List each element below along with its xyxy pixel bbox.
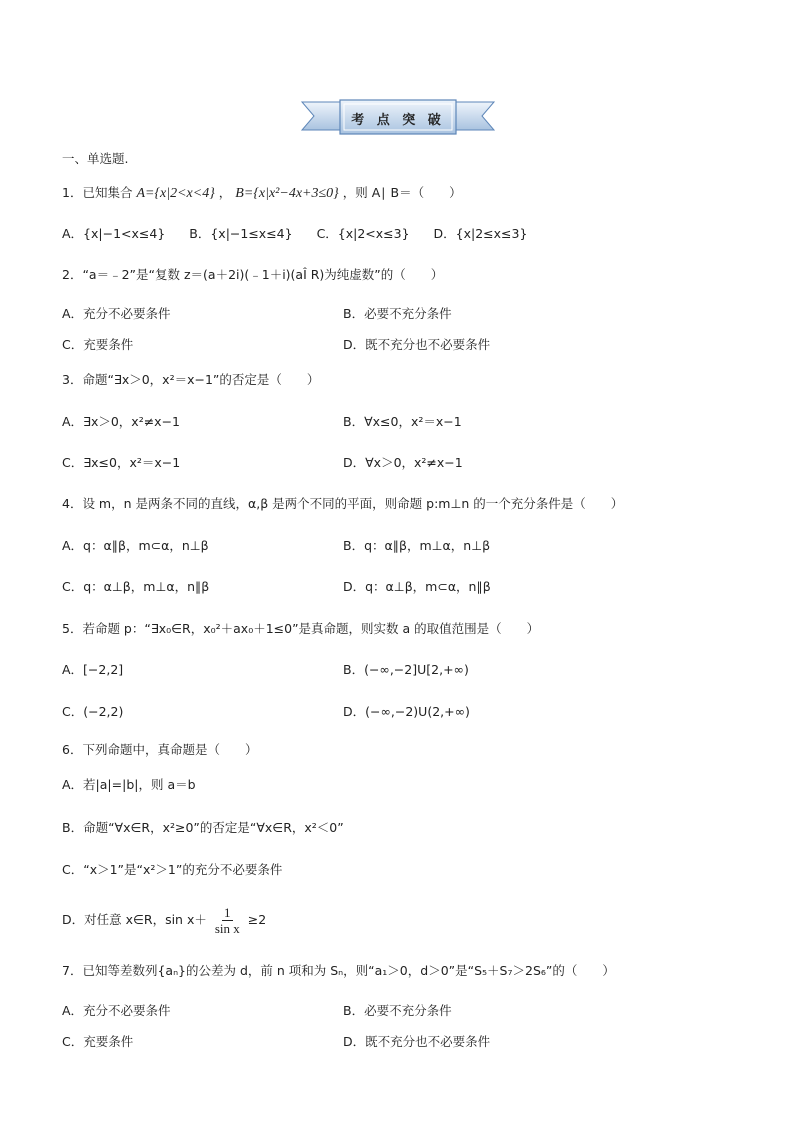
q2-option-b: B．必要不充分条件	[343, 306, 452, 321]
q6-option-a: A．若|a|=|b|，则 a＝b	[62, 777, 196, 792]
q4-option-a: A．q：α∥β，m⊂α，n⊥β	[62, 538, 209, 553]
q1-stem-tail: ，则 A∣ B＝（ ）	[342, 185, 462, 200]
section-title: 一、单选题.	[62, 151, 129, 166]
q1-set-b: B={x|x²−4x+3≤0}	[235, 186, 339, 201]
q1-separator: ，	[218, 185, 232, 200]
q2-option-d: D．既不充分也不必要条件	[343, 337, 491, 352]
q1-options	[62, 225, 527, 243]
question-3-stem: 3．命题“∃x＞0，x²＝x−1”的否定是（ ）	[62, 372, 320, 387]
q6-fraction	[213, 905, 242, 936]
q6-option-d	[62, 903, 266, 937]
section-banner	[300, 96, 496, 140]
q4-option-b: B．q：α∥β，m⊥α，n⊥β	[343, 538, 491, 553]
q5-option-b: B．(−∞,−2]U[2,+∞)	[343, 662, 469, 677]
question-6-stem: 6．下列命题中，真命题是（ ）	[62, 742, 258, 757]
q3-option-b: B．∀x≤0，x²＝x−1	[343, 414, 462, 429]
q6-option-c: C．“x＞1”是“x²＞1”的充分不必要条件	[62, 862, 283, 877]
q1-option-d: D．{x|2≤x≤3}	[433, 226, 528, 241]
q2-option-a: A．充分不必要条件	[62, 306, 171, 321]
fraction-denominator: sin x	[214, 921, 240, 936]
q5-option-c: C．(−2,2)	[62, 704, 124, 719]
q7-option-d: D．既不充分也不必要条件	[343, 1034, 491, 1049]
q6-option-d-text: D．对任意 x∈R，sin x＋	[62, 912, 207, 927]
question-2-stem: 2．“a＝﹣2”是“复数 z＝(a＋2i)(﹣1＋i)(aÎ R)为纯虚数”的（ ）	[62, 267, 444, 282]
q4-option-d: D．q：α⊥β，m⊂α，n∥β	[343, 579, 491, 594]
q7-option-c: C．充要条件	[62, 1034, 134, 1049]
q3-option-c: C．∃x≤0，x²＝x−1	[62, 455, 181, 470]
q5-option-d: D．(−∞,−2)U(2,+∞)	[343, 704, 470, 719]
question-1-stem	[62, 184, 462, 203]
q1-stem-text: 1．已知集合	[62, 185, 133, 200]
q1-set-a: A={x|2<x<4}	[136, 186, 215, 201]
q6-option-d-tail: ≥2	[247, 912, 267, 927]
q3-option-d: D．∀x＞0，x²≠x−1	[343, 455, 463, 470]
q3-option-a: A．∃x＞0，x²≠x−1	[62, 414, 181, 429]
q1-option-a: A．{x|−1<x≤4}	[62, 226, 166, 241]
q7-option-b: B．必要不充分条件	[343, 1003, 452, 1018]
q1-option-c: C．{x|2<x≤3}	[316, 226, 410, 241]
q2-option-c: C．充要条件	[62, 337, 134, 352]
q4-option-c: C．q：α⊥β，m⊥α，n∥β	[62, 579, 210, 594]
q1-option-b: B．{x|−1≤x≤4}	[189, 226, 293, 241]
question-5-stem: 5．若命题 p：“∃x₀∈R，x₀²＋ax₀＋1≤0”是真命题，则实数 a 的取值范围是（ ）	[62, 621, 540, 636]
q5-option-a: A．[−2,2]	[62, 662, 124, 677]
question-4-stem: 4．设 m，n 是两条不同的直线，α,β 是两个不同的平面，则命题 p:m⊥n 的一个充分条件是（ ）	[62, 496, 624, 511]
banner-title: 考 点 突 破	[351, 112, 445, 128]
q7-option-a: A．充分不必要条件	[62, 1003, 171, 1018]
question-7-stem: 7．已知等差数列{aₙ}的公差为 d，前 n 项和为 Sₙ，则“a₁＞0，d＞0”是“S₅＋S₇＞2S₆”的（ ）	[62, 963, 615, 978]
q6-option-b: B．命题“∀x∈R，x²≥0”的否定是“∀x∈R，x²＜0”	[62, 820, 344, 835]
fraction-numerator: 1	[224, 905, 231, 920]
